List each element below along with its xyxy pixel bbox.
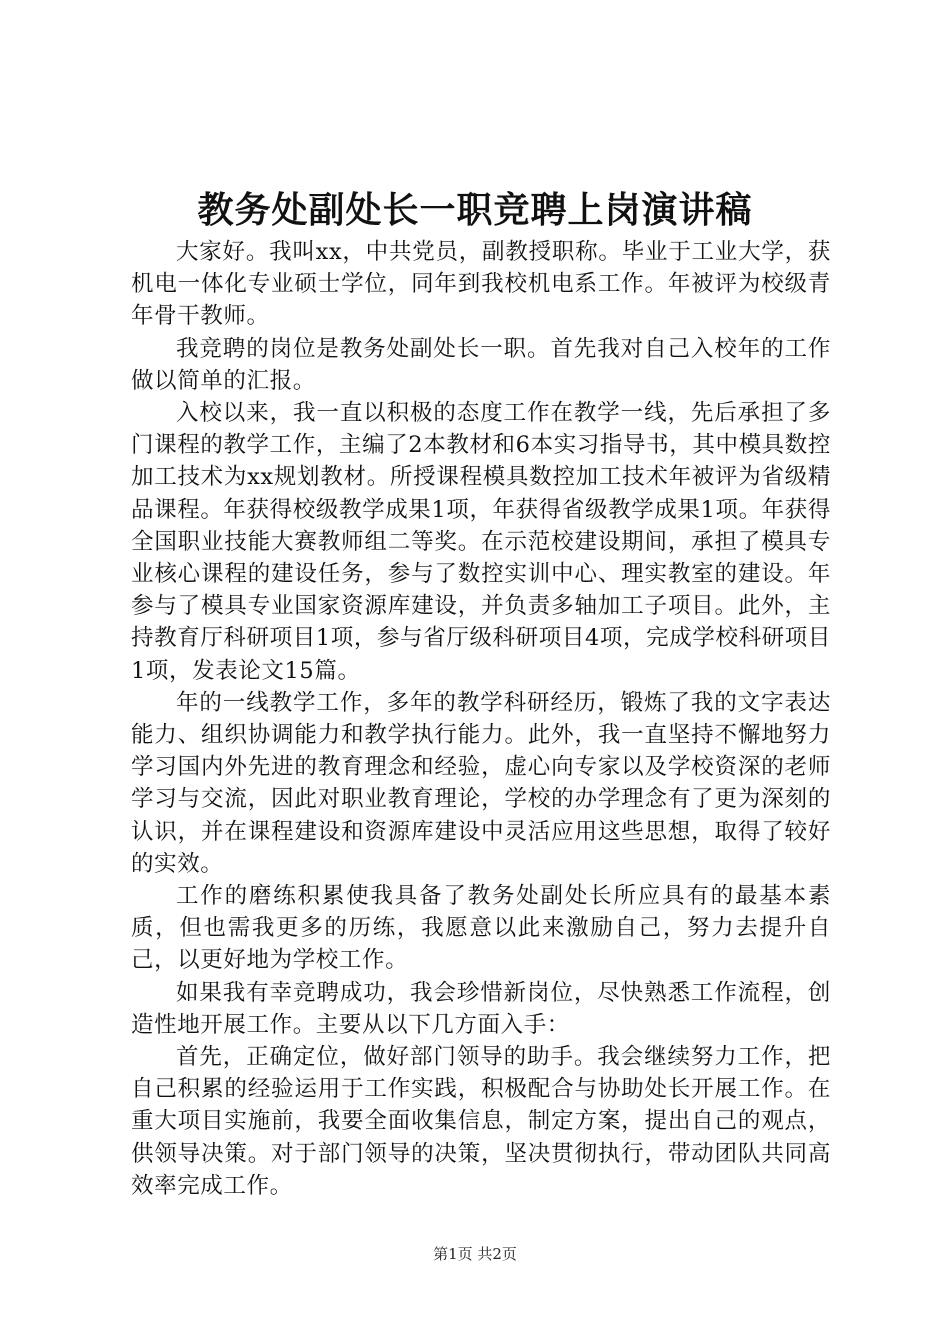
paragraph-plan-first: 首先，正确定位，做好部门领导的助手。我会继续努力工作，把自己积累的经验运用于工作实践，积极配合与协助处长开展工作。在重大项目实施前，我要全面收集信息，制定方案，提出自己的观点，供领导决策。对于部门领导的决策，坚决贯彻执行，带动团队共同高效率完成工作。 [131, 1044, 831, 1199]
document-body [131, 236, 831, 1202]
page-indicator: 第1页 共2页 [433, 1245, 517, 1263]
paragraph-plan-intro: 如果我有幸竞聘成功，我会珍惜新岗位，尽快熟悉工作流程，创造性地开展工作。主要从以下几方面入手： [131, 979, 831, 1038]
paragraph-achievements: 入校以来，我一直以积极的态度工作在教学一线，先后承担了多门课程的教学工作，主编了2本教材和6本实习指导书，其中模具数控加工技术为xx规划教材。所授课程模具数控加工技术年被评为省级精品课程。年获得校级教学成果1项，年获得省级教学成果1项。年获得全国职业技能大赛教师组二等奖。在示范校建设期间，承担了模具专业核心课程的建设任务，参与了数控实训中心、理实教室的建设。年参与了模具专业国家资源库建设，并负责多轴加工子项目。此外，主持教育厅科研项目1项，参与省厅级科研项目4项，完成学校科研项目1项，发表论文15篇。 [131, 400, 831, 684]
paragraph-position: 我竞聘的岗位是教务处副处长一职。首先我对自己入校年的工作做以简单的汇报。 [131, 335, 831, 394]
paragraph-experience: 年的一线教学工作，多年的教学科研经历，锻炼了我的文字表达能力、组织协调能力和教学执行能力。此外，我一直坚持不懈地努力学习国内外先进的教育理念和经验，虚心向专家以及学校资深的老师学习与交流，因此对职业教育理论，学校的办学理念有了更为深刻的认识，并在课程建设和资源库建设中灵活应用这些思想，取得了较好的实效。 [131, 689, 831, 877]
paragraph-greeting: 大家好。我叫xx，中共党员，副教授职称。毕业于工业大学，获机电一体化专业硕士学位，同年到我校机电系工作。年被评为校级青年骨干教师。 [131, 239, 831, 330]
paragraph-qualities: 工作的磨练积累使我具备了教务处副处长所应具有的最基本素质，但也需我更多的历练，我愿意以此来激励自己，努力去提升自己，以更好地为学校工作。 [131, 883, 831, 974]
page-footer [0, 1244, 950, 1264]
document-title: 教务处副处长一职竞聘上岗演讲稿 [197, 189, 753, 231]
